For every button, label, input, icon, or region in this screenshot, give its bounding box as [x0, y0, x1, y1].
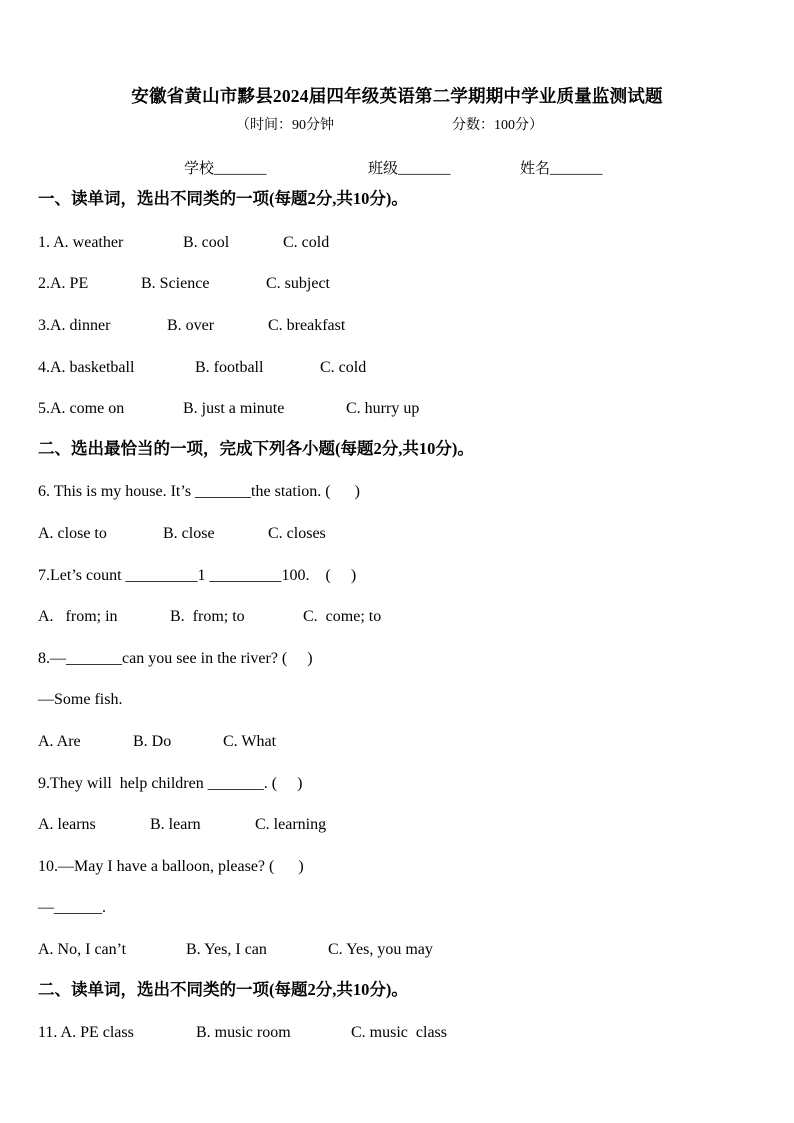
q8-option-a: A. Are	[38, 733, 81, 750]
q10-option-a: A. No, I can’t	[38, 941, 127, 958]
q8-stem: 8.—_______can you see in the river? ( )	[38, 650, 313, 667]
q9-option-b: B. learn	[150, 816, 201, 833]
q1-option-b: B. cool	[183, 234, 230, 251]
q6-option-a: A. close to	[38, 525, 107, 542]
section3-heading: 二、读单词，选出不同类的一项(每题2分,共10分)。	[38, 980, 408, 999]
q3-option-a: 3.A. dinner	[38, 317, 111, 334]
q5-option-a: 5.A. come on	[38, 400, 125, 417]
q9-option-a: A. learns	[38, 816, 96, 833]
q10-option-b: B. Yes, I can	[186, 941, 267, 958]
q9-option-c: C. learning	[255, 816, 327, 833]
q4-option-c: C. cold	[320, 359, 367, 376]
q7-option-b: B. from; to	[170, 608, 245, 625]
q3-option-b: B. over	[167, 317, 215, 334]
q9-stem: 9.They will help children _______. ( )	[38, 775, 303, 792]
q8-answer: —Some fish.	[38, 691, 123, 708]
q5-option-b: B. just a minute	[183, 400, 285, 417]
q1-option-c: C. cold	[283, 234, 330, 251]
exam-score: 分数：100分）	[452, 118, 543, 133]
name-field: 姓名_______	[520, 161, 603, 177]
q7-option-c: C. come; to	[303, 608, 382, 625]
q7-option-a: A. from; in	[38, 608, 118, 625]
q7-stem: 7.Let’s count _________1 _________100. ( )	[38, 567, 357, 584]
q11-option-a: 11. A. PE class	[38, 1024, 134, 1041]
q5-option-c: C. hurry up	[346, 400, 420, 417]
class-field: 班级_______	[368, 161, 451, 177]
q10-stem: 10.—May I have a balloon, please? ( )	[38, 858, 304, 875]
exam-time: （时间：90分钟	[236, 118, 334, 133]
q10-option-c: C. Yes, you may	[328, 941, 433, 958]
q2-option-a: 2.A. PE	[38, 275, 89, 292]
q3-option-c: C. breakfast	[268, 317, 346, 334]
q1-option-a: 1. A. weather	[38, 234, 124, 251]
q8-option-c: C. What	[223, 733, 277, 750]
q11-option-b: B. music room	[196, 1024, 291, 1041]
q6-option-b: B. close	[163, 525, 215, 542]
q2-option-b: B. Science	[141, 275, 210, 292]
q6-stem: 6. This is my house. It’s _______the station. ( )	[38, 483, 360, 500]
school-field: 学校_______	[184, 161, 267, 177]
q10-answer: —______.	[38, 899, 106, 916]
q8-option-b: B. Do	[133, 733, 172, 750]
section1-heading: 一、读单词，选出不同类的一项(每题2分,共10分)。	[38, 189, 408, 208]
q4-option-b: B. football	[195, 359, 264, 376]
q6-option-c: C. closes	[268, 525, 326, 542]
exam-title: 安徽省黄山市黟县2024届四年级英语第二学期期中学业质量监测试题	[131, 86, 663, 106]
section2-heading: 二、选出最恰当的一项，完成下列各小题(每题2分,共10分)。	[38, 439, 474, 458]
q11-option-c: C. music class	[351, 1024, 447, 1041]
q2-option-c: C. subject	[266, 275, 330, 292]
q4-option-a: 4.A. basketball	[38, 359, 135, 376]
